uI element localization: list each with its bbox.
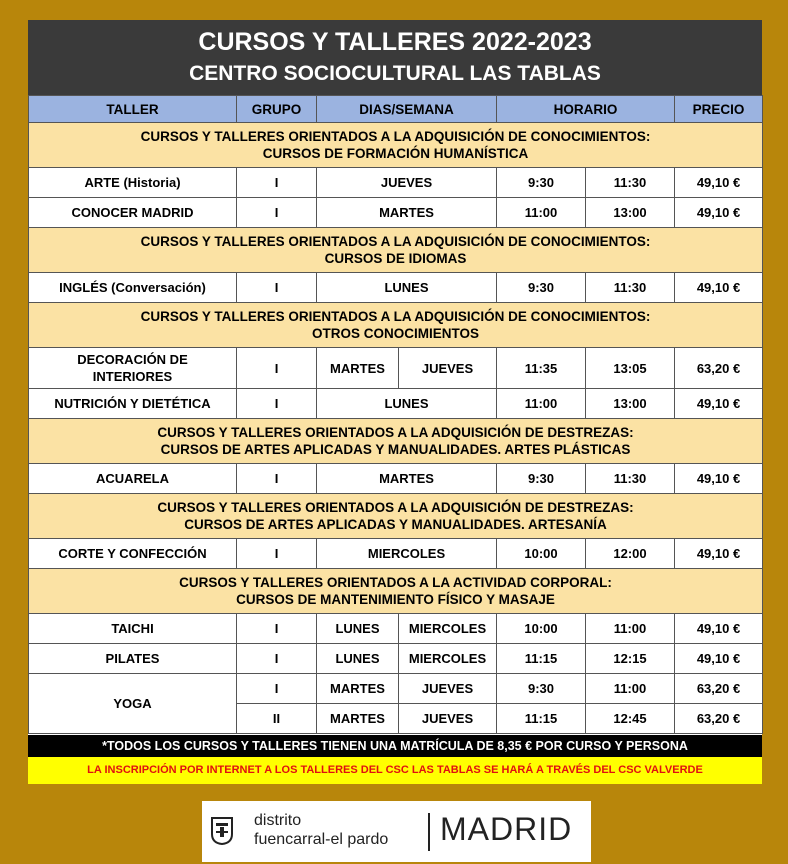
inicio-cell: 11:00 — [497, 198, 586, 228]
fin-cell: 11:00 — [586, 674, 675, 704]
fin-cell: 12:15 — [586, 644, 675, 674]
taller-cell: ACUARELA — [29, 464, 237, 494]
inicio-cell: 10:00 — [497, 539, 586, 569]
grupo-cell: I — [237, 198, 317, 228]
section-line: CURSOS DE FORMACIÓN HUMANÍSTICA — [262, 146, 529, 161]
section-line: CURSOS DE ARTES APLICADAS Y MANUALIDADES. ARTES PLÁSTICAS — [160, 442, 631, 457]
section-line: CURSOS Y TALLERES ORIENTADOS A LA ADQUISICIÓN DE CONOCIMIENTOS: — [140, 234, 651, 249]
taller-cell: ARTE (Historia) — [29, 168, 237, 198]
col-grupo: GRUPO — [237, 96, 317, 123]
col-precio: PRECIO — [675, 96, 763, 123]
inicio-cell: 11:35 — [497, 348, 586, 389]
grupo-cell: I — [237, 464, 317, 494]
dia1-cell: LUNES — [317, 644, 399, 674]
inicio-cell: 11:15 — [497, 644, 586, 674]
table-row — [29, 614, 763, 644]
inicio-cell: 9:30 — [497, 168, 586, 198]
inicio-cell: 9:30 — [497, 273, 586, 303]
section-line: CURSOS DE IDIOMAS — [324, 251, 467, 266]
section-line: CURSOS Y TALLERES ORIENTADOS A LA ADQUISICIÓN DE CONOCIMIENTOS: — [140, 309, 651, 324]
page-subtitle: CENTRO SOCIOCULTURAL LAS TABLAS — [189, 62, 601, 85]
enrollment-fee-note: *TODOS LOS CURSOS Y TALLERES TIENEN UNA MATRÍCULA DE 8,35 € POR CURSO Y PERSONA — [28, 735, 762, 757]
inicio-cell: 11:15 — [497, 704, 586, 734]
section-line: CURSOS Y TALLERES ORIENTADOS A LA ACTIVIDAD CORPORAL: — [179, 575, 612, 590]
taller-cell — [29, 348, 237, 389]
taller-cell: TAICHI — [29, 614, 237, 644]
taller-cell: CORTE Y CONFECCIÓN — [29, 539, 237, 569]
taller-cell: CONOCER MADRID — [29, 198, 237, 228]
page-title: CURSOS Y TALLERES 2022-2023 — [198, 28, 592, 56]
table-row — [29, 389, 763, 419]
fin-cell: 13:05 — [586, 348, 675, 389]
section-line: CURSOS Y TALLERES ORIENTADOS A LA ADQUISICIÓN DE DESTREZAS: — [157, 425, 634, 440]
logo-district-label: distrito — [254, 812, 302, 829]
table-header-row — [29, 96, 763, 123]
dia1-cell: MARTES — [317, 704, 399, 734]
table-row — [29, 674, 763, 704]
section-line: CURSOS DE MANTENIMIENTO FÍSICO Y MASAJE — [236, 592, 555, 607]
table-row — [29, 273, 763, 303]
precio-cell: 49,10 € — [675, 389, 763, 419]
dia2-cell: JUEVES — [399, 674, 497, 704]
fin-cell: 13:00 — [586, 198, 675, 228]
section-header — [29, 419, 763, 464]
section-line: CURSOS DE ARTES APLICADAS Y MANUALIDADES. ARTESANÍA — [184, 517, 607, 532]
table-row — [29, 464, 763, 494]
dia1-cell: MARTES — [317, 674, 399, 704]
header — [28, 20, 762, 95]
courses-table — [28, 95, 763, 734]
taller-cell: PILATES — [29, 644, 237, 674]
dia2-cell: JUEVES — [399, 704, 497, 734]
fin-cell: 12:45 — [586, 704, 675, 734]
dia1-cell: MARTES — [317, 348, 399, 389]
dias-cell: LUNES — [317, 273, 497, 303]
registration-notice: LA INSCRIPCIÓN POR INTERNET A LOS TALLERES DEL CSC LAS TABLAS SE HARÁ A TRAVÉS DEL CSC VALVERDE — [28, 757, 762, 784]
table-row — [29, 539, 763, 569]
table-row — [29, 168, 763, 198]
grupo-cell: I — [237, 389, 317, 419]
col-dias: DIAS/SEMANA — [317, 96, 497, 123]
fin-cell: 11:00 — [586, 614, 675, 644]
precio-cell: 49,10 € — [675, 168, 763, 198]
dia1-cell: LUNES — [317, 614, 399, 644]
dias-cell: MIERCOLES — [317, 539, 497, 569]
logo-city: MADRID — [440, 811, 573, 847]
grupo-cell: I — [237, 273, 317, 303]
grupo-cell: I — [237, 348, 317, 389]
precio-cell: 63,20 € — [675, 674, 763, 704]
precio-cell: 49,10 € — [675, 614, 763, 644]
grupo-cell: I — [237, 614, 317, 644]
dias-cell: MARTES — [317, 198, 497, 228]
madrid-shield-icon — [211, 817, 233, 845]
dia2-cell: JUEVES — [399, 348, 497, 389]
grupo-cell: I — [237, 539, 317, 569]
inicio-cell: 9:30 — [497, 674, 586, 704]
inicio-cell: 11:00 — [497, 389, 586, 419]
precio-cell: 49,10 € — [675, 273, 763, 303]
precio-cell: 63,20 € — [675, 704, 763, 734]
section-line: CURSOS Y TALLERES ORIENTADOS A LA ADQUISICIÓN DE CONOCIMIENTOS: — [140, 129, 651, 144]
taller-line: DECORACIÓN DE — [77, 352, 188, 367]
fin-cell: 13:00 — [586, 389, 675, 419]
section-header — [29, 123, 763, 168]
grupo-cell: I — [237, 644, 317, 674]
dias-cell: LUNES — [317, 389, 497, 419]
fin-cell: 12:00 — [586, 539, 675, 569]
col-horario: HORARIO — [497, 96, 675, 123]
section-line: CURSOS Y TALLERES ORIENTADOS A LA ADQUISICIÓN DE DESTREZAS: — [157, 500, 634, 515]
taller-cell: INGLÉS (Conversación) — [29, 273, 237, 303]
fin-cell: 11:30 — [586, 464, 675, 494]
district-logo — [202, 801, 591, 862]
dia2-cell: MIERCOLES — [399, 644, 497, 674]
taller-cell: NUTRICIÓN Y DIETÉTICA — [29, 389, 237, 419]
dias-cell: MARTES — [317, 464, 497, 494]
fin-cell: 11:30 — [586, 273, 675, 303]
precio-cell: 63,20 € — [675, 348, 763, 389]
course-sheet — [28, 20, 762, 784]
section-header — [29, 303, 763, 348]
precio-cell: 49,10 € — [675, 464, 763, 494]
grupo-cell: I — [237, 168, 317, 198]
logo-district-name: fuencarral-el pardo — [254, 831, 389, 848]
section-header — [29, 569, 763, 614]
fin-cell: 11:30 — [586, 168, 675, 198]
col-taller: TALLER — [29, 96, 237, 123]
taller-cell: YOGA — [29, 674, 237, 734]
table-row — [29, 644, 763, 674]
precio-cell: 49,10 € — [675, 539, 763, 569]
dia2-cell: MIERCOLES — [399, 614, 497, 644]
dias-cell: JUEVES — [317, 168, 497, 198]
taller-line: INTERIORES — [92, 369, 173, 384]
precio-cell: 49,10 € — [675, 644, 763, 674]
section-header — [29, 494, 763, 539]
section-line: OTROS CONOCIMIENTOS — [312, 326, 480, 341]
table-row — [29, 348, 763, 389]
precio-cell: 49,10 € — [675, 198, 763, 228]
logo-divider — [428, 813, 430, 851]
grupo-cell: I — [237, 674, 317, 704]
inicio-cell: 10:00 — [497, 614, 586, 644]
grupo-cell: II — [237, 704, 317, 734]
inicio-cell: 9:30 — [497, 464, 586, 494]
section-header — [29, 228, 763, 273]
table-row — [29, 198, 763, 228]
